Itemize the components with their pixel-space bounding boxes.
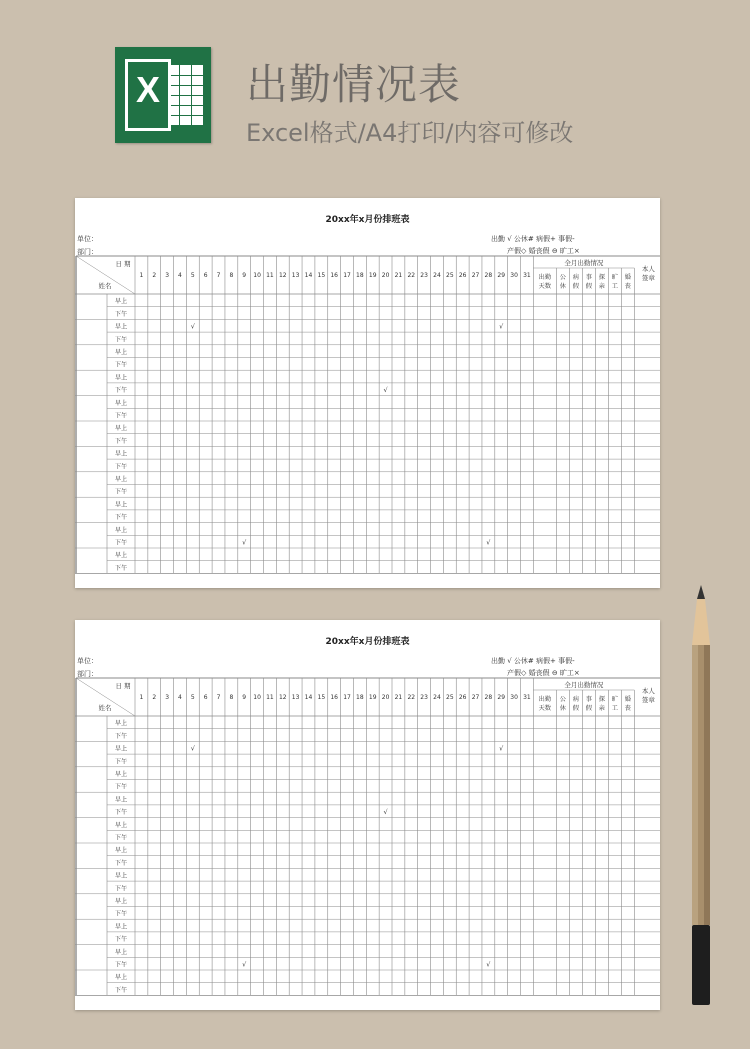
shift-label: 下午 [114,834,128,842]
shift-label: 下午 [114,564,128,572]
shift-label: 早上 [114,298,128,306]
shift-label: 下午 [114,986,128,994]
check-mark: √ [486,960,491,969]
shift-label: 早上 [114,526,128,534]
day-number: 17 [343,694,351,701]
pencil-icon [690,585,712,1005]
day-number: 25 [446,272,454,279]
shift-label: 早上 [114,552,128,560]
day-number: 4 [178,272,182,279]
shift-label: 早上 [114,872,128,880]
day-number: 8 [229,694,234,701]
summary-col-label: 事 [585,696,592,703]
day-number: 10 [253,694,261,701]
day-number: 14 [304,272,313,279]
dept-label: 部门： [77,670,98,678]
shift-label: 早上 [114,349,128,356]
summary-col-label: 婚 [624,274,631,281]
summary-col-label: 公 [559,274,566,281]
day-number: 29 [497,272,506,279]
shift-label: 早上 [114,720,128,728]
legend-line-2: 产假◇ 婚丧假 ⊖ 旷工× [507,247,580,255]
day-number: 10 [253,272,261,279]
day-number: 24 [433,694,441,701]
day-number: 4 [178,694,182,701]
summary-col-label: 亲 [598,705,605,712]
day-number: 6 [203,272,208,279]
unit-label: 单位： [77,657,98,665]
day-number: 15 [317,272,326,279]
day-number: 13 [291,694,300,701]
sign-col-label: 本人 [641,687,655,695]
shift-label: 下午 [114,910,128,918]
check-mark: √ [242,960,247,969]
shift-label: 下午 [114,387,128,395]
summary-col-label: 假 [572,705,579,712]
shift-label: 早上 [114,898,128,905]
page-title: 出勤情况表 [246,60,462,109]
shift-label: 早上 [114,847,128,855]
shift-label: 早上 [114,323,128,331]
day-number: 20 [381,272,390,279]
shift-label: 早上 [114,796,128,804]
summary-col-label: 工 [611,705,618,712]
summary-col-label: 休 [559,705,566,712]
shift-label: 早上 [114,476,128,483]
sheet-title: 20xx年x月份排班表 [325,215,410,225]
corner-date-label: 日 期 [115,682,131,690]
day-number: 14 [304,694,313,701]
day-number: 5 [190,694,195,701]
summary-col-label: 工 [611,283,618,290]
day-number: 2 [152,694,157,701]
day-number: 12 [278,694,287,701]
page-subtitle: Excel格式/A4打印/内容可修改 [246,119,574,147]
shift-label: 早上 [114,821,128,829]
shift-label: 下午 [114,732,128,740]
day-number: 17 [343,272,351,279]
summary-col-label: 假 [572,283,579,290]
day-number: 5 [190,272,195,279]
day-number: 21 [394,694,403,701]
summary-col-label: 假 [585,705,592,712]
shift-label: 早上 [114,399,128,407]
shift-label: 早上 [114,501,128,509]
day-number: 11 [266,694,274,701]
sign-col-label: 签章 [641,274,655,282]
unit-label: 单位： [77,235,98,243]
shift-label: 早上 [114,974,128,982]
shift-label: 下午 [114,514,128,522]
day-number: 28 [484,272,493,279]
summary-col-label: 探 [598,274,605,281]
sheet-preview-1 [75,198,660,588]
check-mark: √ [383,808,388,817]
day-number: 2 [152,272,157,279]
check-mark: √ [499,322,504,331]
summary-col-label: 天数 [538,283,552,290]
sign-col-label: 本人 [641,265,655,273]
day-number: 24 [433,272,441,279]
day-number: 21 [394,272,403,279]
day-number: 31 [523,694,531,701]
day-number: 30 [510,272,518,279]
summary-col-label: 休 [559,283,566,290]
summary-col-label: 出勤 [538,274,552,281]
day-number: 12 [278,272,287,279]
shift-label: 早上 [114,771,128,778]
day-number: 6 [203,694,208,701]
shift-label: 下午 [114,758,128,766]
shift-label: 早上 [114,745,128,753]
shift-label: 下午 [114,539,128,547]
corner-date-label: 日 期 [115,260,131,268]
day-number: 19 [368,694,377,701]
summary-col-label: 病 [572,274,579,281]
legend-line-1: 出勤 √ 公休# 病假+ 事假- [491,657,575,665]
summary-col-label: 探 [598,696,605,703]
summary-col-label: 亲 [598,283,605,290]
corner-name-label: 姓名 [98,282,112,290]
day-number: 13 [291,272,300,279]
summary-col-label: 天数 [538,705,552,712]
shift-label: 下午 [114,961,128,969]
day-number: 8 [229,272,234,279]
shift-label: 早上 [114,450,128,458]
summary-col-label: 旷 [611,274,618,281]
shift-label: 早上 [114,923,128,931]
day-number: 28 [484,694,493,701]
dept-label: 部门： [77,248,98,256]
sheet-preview-2 [75,620,660,1010]
schedule-grid [75,620,660,1010]
day-number: 7 [216,694,221,701]
sheet-title: 20xx年x月份排班表 [325,637,410,647]
logo-letter: X [135,69,160,110]
day-number: 7 [216,272,221,279]
summary-col-label: 丧 [624,283,631,290]
schedule-grid [75,198,660,588]
logo-grid [167,65,203,125]
day-number: 26 [458,694,467,701]
day-number: 16 [330,272,338,279]
shift-label: 下午 [114,310,128,318]
shift-label: 下午 [114,809,128,817]
summary-col-label: 旷 [611,696,618,703]
day-number: 11 [266,272,274,279]
summary-col-label: 婚 [624,696,631,703]
check-mark: √ [242,538,247,547]
shift-label: 下午 [114,936,128,944]
day-number: 15 [317,694,326,701]
shift-label: 下午 [114,859,128,867]
shift-label: 早上 [114,948,128,956]
summary-col-label: 公 [559,696,566,703]
day-number: 27 [471,694,480,701]
check-mark: √ [190,744,195,753]
corner-name-label: 姓名 [98,704,112,712]
day-number: 19 [368,272,377,279]
shift-label: 早上 [114,374,128,382]
day-number: 26 [458,272,467,279]
day-number: 20 [381,694,390,701]
shift-label: 下午 [114,437,128,445]
day-number: 9 [242,272,247,279]
day-number: 31 [523,272,531,279]
summary-col-label: 假 [585,283,592,290]
check-mark: √ [486,538,491,547]
summary-col-label: 丧 [624,705,631,712]
day-number: 3 [165,272,170,279]
day-number: 3 [165,694,170,701]
check-mark: √ [383,386,388,395]
excel-logo-icon [115,47,211,143]
shift-label: 下午 [114,412,128,420]
day-number: 23 [420,272,428,279]
day-number: 18 [356,694,364,701]
shift-label: 早上 [114,425,128,433]
shift-label: 下午 [114,783,128,791]
day-number: 27 [471,272,480,279]
day-number: 22 [407,694,416,701]
legend-line-2: 产假◇ 婚丧假 ⊖ 旷工× [507,669,580,677]
summary-header: 全月出勤情况 [564,259,604,267]
day-number: 1 [139,694,144,701]
summary-col-label: 事 [585,274,592,281]
shift-label: 下午 [114,361,128,369]
day-number: 16 [330,694,338,701]
shift-label: 下午 [114,463,128,471]
summary-col-label: 出勤 [538,696,552,703]
check-mark: √ [499,744,504,753]
shift-label: 下午 [114,885,128,893]
day-number: 18 [356,272,364,279]
shift-label: 下午 [114,336,128,344]
summary-header: 全月出勤情况 [564,681,604,689]
day-number: 30 [510,694,518,701]
legend-line-1: 出勤 √ 公休# 病假+ 事假- [491,235,575,243]
day-number: 23 [420,694,428,701]
summary-col-label: 病 [572,696,579,703]
day-number: 22 [407,272,416,279]
shift-label: 下午 [114,488,128,496]
day-number: 9 [242,694,247,701]
day-number: 1 [139,272,144,279]
day-number: 29 [497,694,506,701]
day-number: 25 [446,694,454,701]
check-mark: √ [190,322,195,331]
sign-col-label: 签章 [641,696,655,704]
